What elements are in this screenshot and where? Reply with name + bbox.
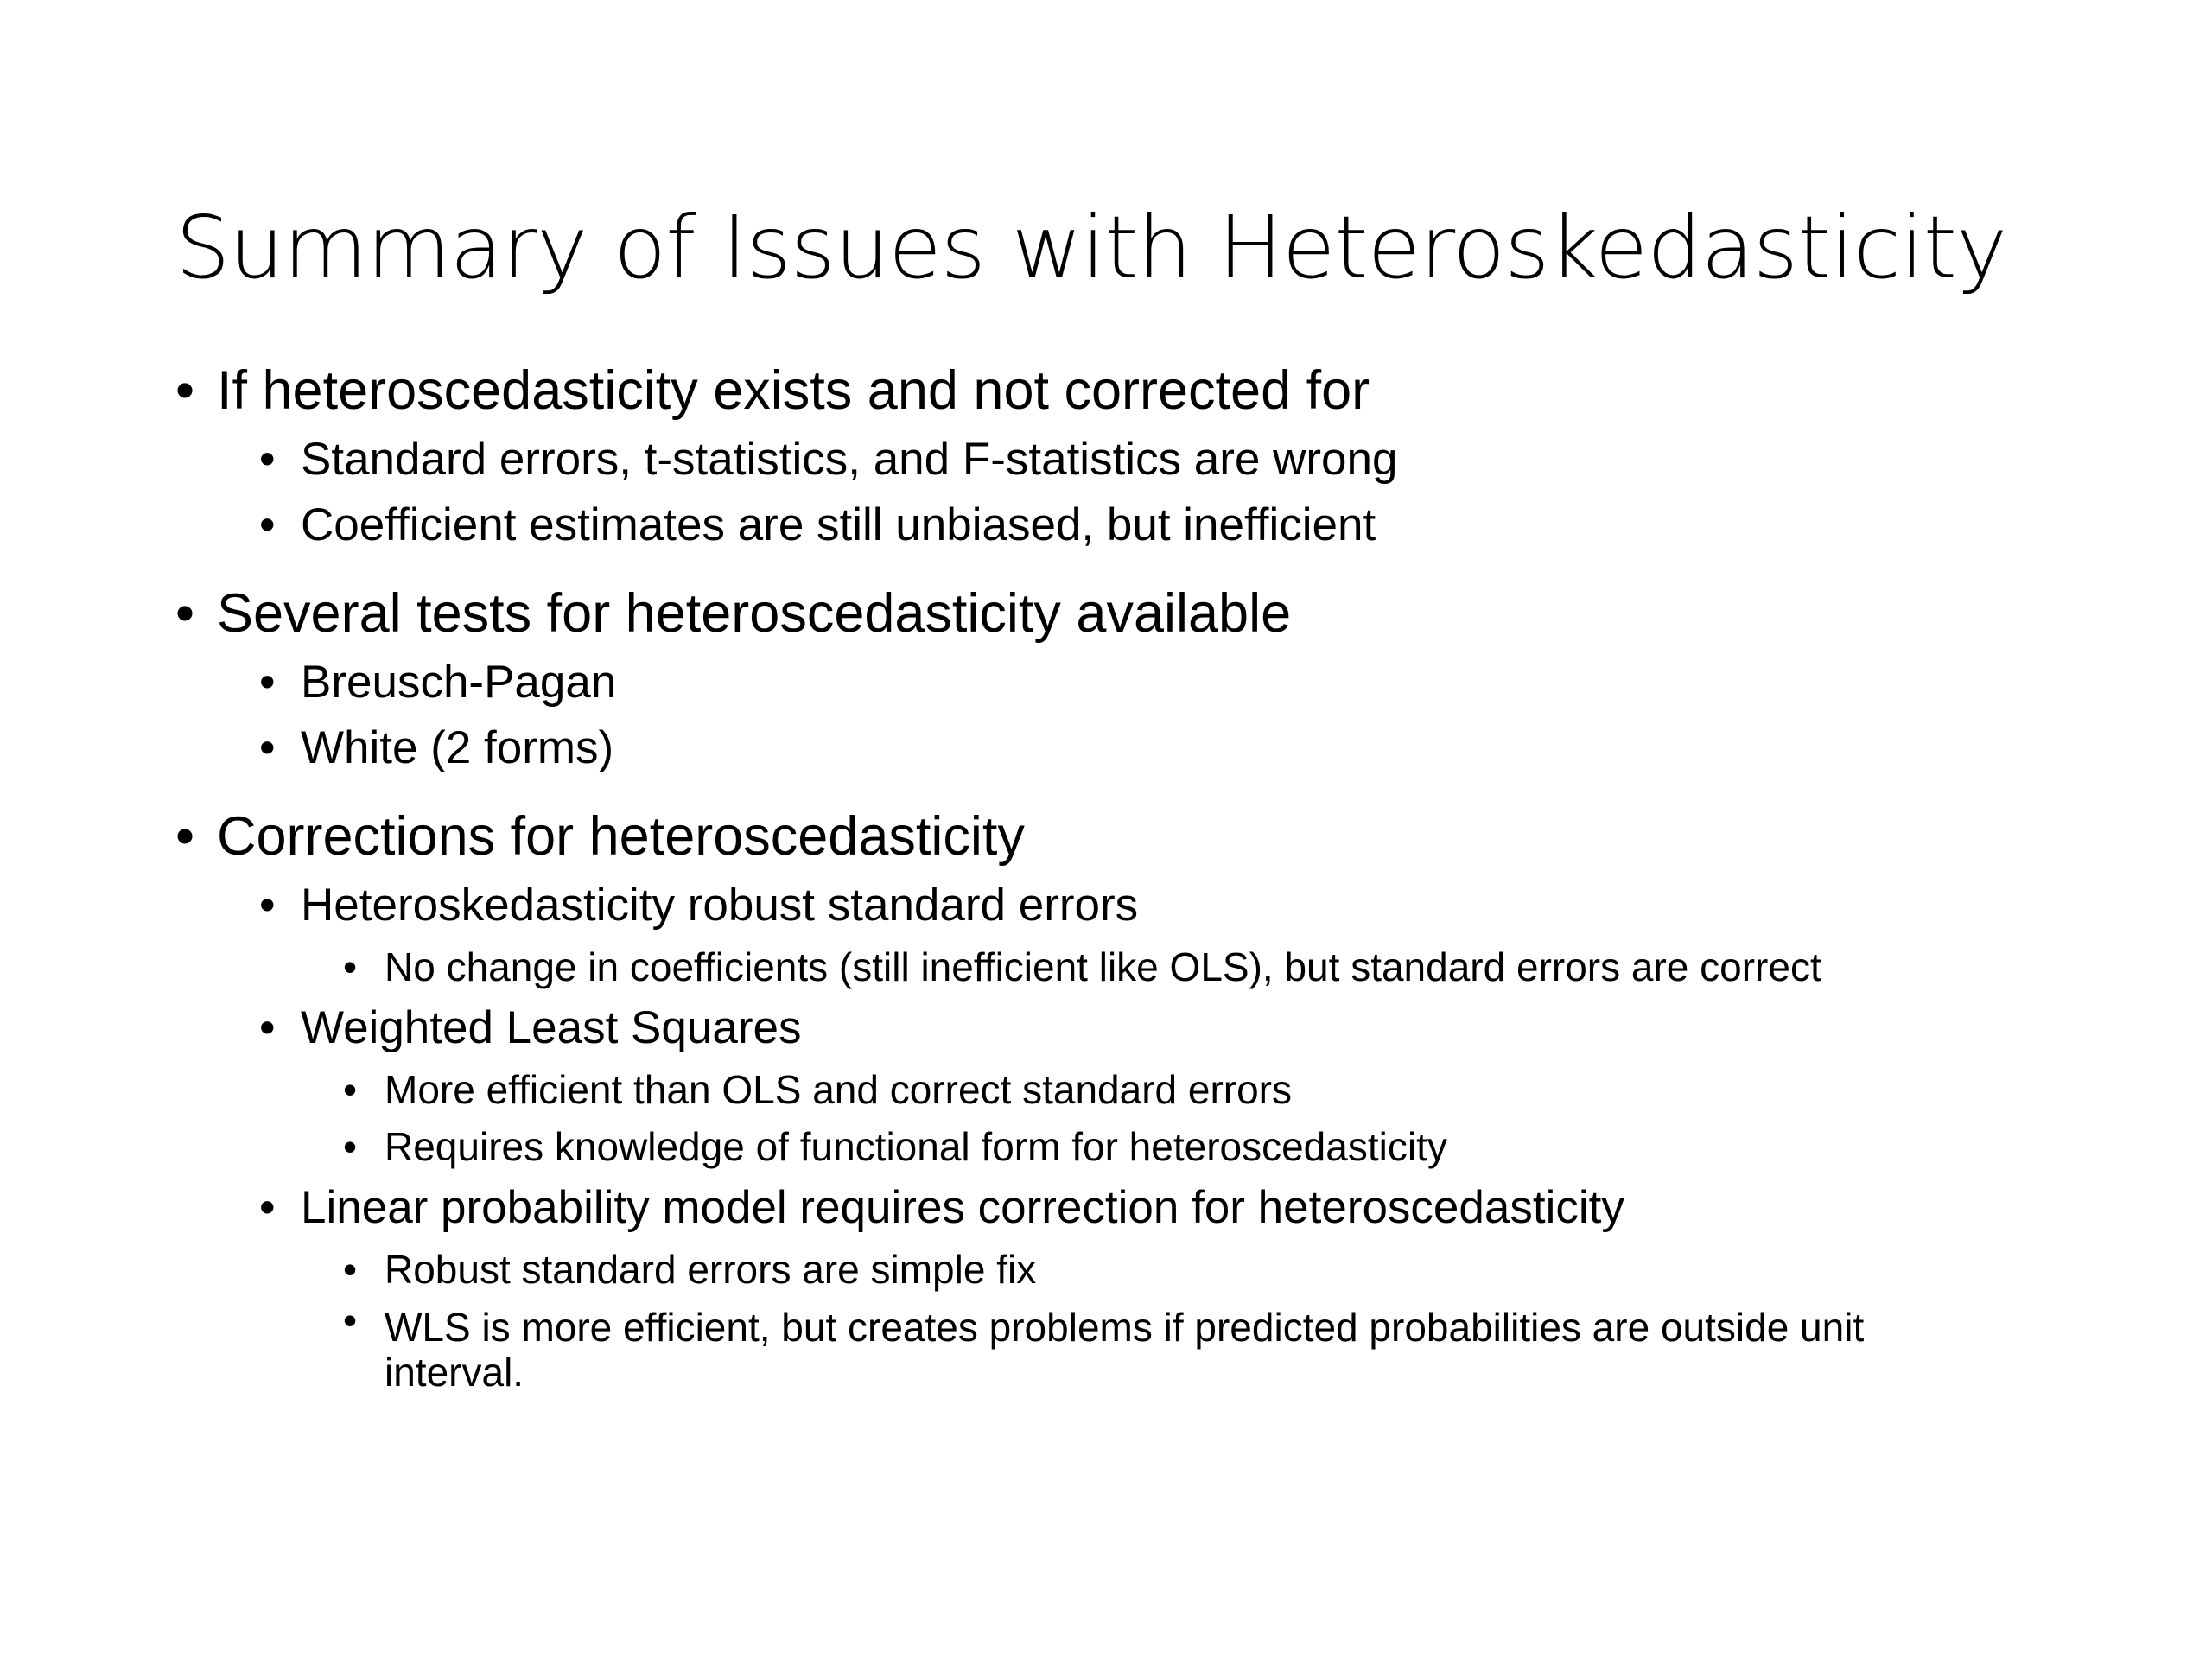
sub-bullet-item (175, 715, 2033, 781)
bullet-text: Several tests for heteroscedasticity available (217, 583, 1292, 644)
sub-sub-bullet-item (175, 1061, 2033, 1118)
bullet-dot-icon: • (259, 1182, 276, 1233)
bullet-dot-icon: • (343, 1067, 358, 1112)
bullet-item-heteroscedasticity-not-corrected (175, 354, 2033, 558)
sub-bullet-text: Heteroskedasticity robust standard errors (301, 880, 1139, 931)
sub-sub-bullet-text: WLS is more efficient, but creates problems if predicted probabilities are outside unit interval. (385, 1305, 1865, 1395)
bullet-dot-icon: • (175, 360, 195, 421)
bullet-text: If heteroscedasticity exists and not corrected for (217, 360, 1370, 421)
sub-bullet-text: Weighted Least Squares (301, 1002, 802, 1053)
sub-bullet-item (175, 1175, 2033, 1395)
bullet-item-tests-available (175, 577, 2033, 781)
bullet-dot-icon: • (175, 806, 195, 867)
bullet-dot-icon: • (259, 1002, 276, 1053)
sub-sub-bullet-item (175, 1118, 2033, 1175)
bullet-dot-icon: • (343, 1247, 358, 1292)
sub-bullet-text: Breusch-Pagan (301, 657, 617, 708)
sub-sub-bullet-text: Requires knowledge of functional form for heteroscedasticity (385, 1124, 1447, 1169)
sub-sub-bullet-text: More efficient than OLS and correct standard errors (385, 1067, 1293, 1112)
bullet-dot-icon: • (259, 499, 276, 550)
sub-bullet-item (175, 427, 2033, 493)
sub-bullet-list (217, 873, 2033, 1395)
sub-bullet-text: Coefficient estimates are still unbiased, but inefficient (301, 499, 1376, 550)
bullet-dot-icon: • (175, 583, 195, 644)
sub-bullet-text: Linear probability model requires correction for heteroscedasticity (301, 1182, 1624, 1233)
bullet-list (175, 354, 2033, 1395)
sub-sub-bullet-list (301, 1061, 2033, 1175)
sub-bullet-list (217, 650, 2033, 781)
bullet-dot-icon: • (343, 1298, 358, 1343)
sub-bullet-item (175, 873, 2033, 995)
sub-sub-bullet-item (175, 1241, 2033, 1298)
sub-bullet-text: White (2 forms) (301, 722, 614, 773)
sub-sub-bullet-item (175, 1298, 2000, 1395)
sub-sub-bullet-list (301, 938, 2033, 995)
sub-bullet-item (175, 650, 2033, 715)
bullet-dot-icon: • (259, 880, 276, 931)
sub-bullet-text: Standard errors, t-statistics, and F-statistics are wrong (301, 434, 1398, 485)
bullet-item-corrections (175, 800, 2033, 1395)
bullet-dot-icon: • (259, 434, 276, 485)
sub-sub-bullet-item (175, 938, 2033, 995)
bullet-dot-icon: • (343, 944, 358, 989)
bullet-dot-icon: • (259, 722, 276, 773)
sub-sub-bullet-list (301, 1241, 2033, 1395)
sub-bullet-list (217, 427, 2033, 558)
slide-body (175, 354, 2033, 1395)
bullet-dot-icon: • (259, 657, 276, 708)
sub-bullet-item (175, 995, 2033, 1175)
sub-bullet-item (175, 493, 2033, 558)
bullet-text: Corrections for heteroscedasticity (217, 806, 1025, 867)
sub-sub-bullet-text: Robust standard errors are simple fix (385, 1247, 1037, 1292)
sub-sub-bullet-text: No change in coefficients (still inefficient like OLS), but standard errors are correct (385, 944, 1821, 989)
bullet-dot-icon: • (343, 1124, 358, 1169)
slide-title: Summary of Issues with Heteroskedasticity (175, 197, 2007, 298)
